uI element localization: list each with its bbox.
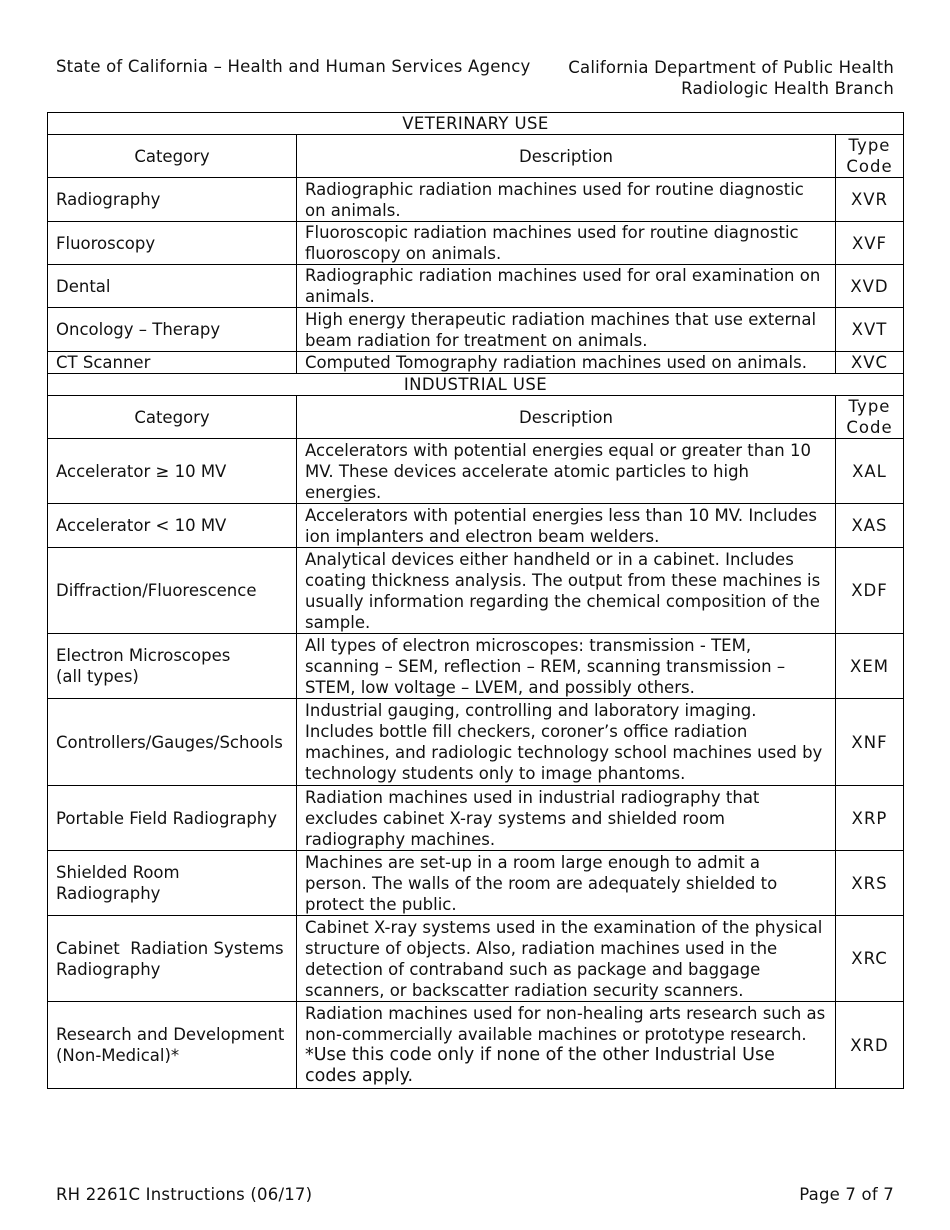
table-row bbox=[48, 634, 904, 699]
category-line: Radiography bbox=[56, 884, 161, 903]
type-code-cell: XNF bbox=[836, 699, 904, 786]
category-cell: Accelerator ≥ 10 MV bbox=[48, 439, 297, 504]
form-number: RH 2261C Instructions (06/17) bbox=[56, 1185, 313, 1204]
category-cell bbox=[48, 1002, 297, 1089]
description-cell: High energy therapeutic radiation machines that use external beam radiation for treatment on animals. bbox=[297, 308, 836, 352]
category-cell bbox=[48, 851, 297, 916]
description-cell: Computed Tomography radiation machines used on animals. bbox=[297, 352, 836, 374]
table-row bbox=[48, 916, 904, 1002]
type-code-cell: XAS bbox=[836, 504, 904, 548]
category-cell: Oncology – Therapy bbox=[48, 308, 297, 352]
section-row-veterinary bbox=[48, 113, 904, 135]
description-cell: All types of electron microscopes: transmission - TEM, scanning – SEM, reflection – REM, scanning transmission – STEM, low voltage – LVEM, and possibly others. bbox=[297, 634, 836, 699]
table-row bbox=[48, 786, 904, 851]
description-cell: Industrial gauging, controlling and laboratory imaging. Includes bottle fill checkers, coroner’s office radiation machines, and radiologic technology school machines used by technology students only to image phantoms. bbox=[297, 699, 836, 786]
description-cell: Accelerators with potential energies less than 10 MV. Includes ion implanters and electron beam welders. bbox=[297, 504, 836, 548]
code-label: Code bbox=[846, 418, 893, 437]
type-code-table bbox=[47, 112, 904, 1089]
type-code-cell: XVC bbox=[836, 352, 904, 374]
column-header-type-code bbox=[836, 396, 904, 439]
category-cell: Accelerator < 10 MV bbox=[48, 504, 297, 548]
category-line: Cabinet Radiation Systems bbox=[56, 938, 284, 958]
category-cell: Dental bbox=[48, 265, 297, 308]
category-cell: Fluoroscopy bbox=[48, 222, 297, 265]
category-cell: Radiography bbox=[48, 178, 297, 222]
code-label: Code bbox=[846, 157, 893, 176]
type-code-cell: XRP bbox=[836, 786, 904, 851]
description-cell: Radiation machines used in industrial radiography that excludes cabinet X-ray systems and shielded room radiography machines. bbox=[297, 786, 836, 851]
category-line: (Non-Medical)* bbox=[56, 1046, 180, 1065]
table-row bbox=[48, 352, 904, 374]
column-header-row bbox=[48, 396, 904, 439]
type-code-cell: XRS bbox=[836, 851, 904, 916]
category-line: Radiography bbox=[56, 959, 161, 979]
column-header-category: Category bbox=[48, 396, 297, 439]
description-cell bbox=[297, 1002, 836, 1089]
header-department-name: California Department of Public Health bbox=[568, 58, 894, 77]
usage-note: *Use this code only if none of the other Industrial Use codes apply. bbox=[305, 1045, 775, 1086]
category-cell bbox=[48, 916, 297, 1002]
section-row-industrial bbox=[48, 374, 904, 396]
category-line: Electron Microscopes bbox=[56, 646, 231, 665]
column-header-row bbox=[48, 135, 904, 178]
table-row bbox=[48, 504, 904, 548]
type-code-cell: XVR bbox=[836, 178, 904, 222]
column-header-type-code bbox=[836, 135, 904, 178]
table-row bbox=[48, 851, 904, 916]
type-code-cell: XRD bbox=[836, 1002, 904, 1089]
description-cell: Machines are set-up in a room large enough to admit a person. The walls of the room are adequately shielded to protect the public. bbox=[297, 851, 836, 916]
table-row bbox=[48, 699, 904, 786]
table-row bbox=[48, 178, 904, 222]
type-label: Type bbox=[848, 136, 891, 155]
type-code-cell: XEM bbox=[836, 634, 904, 699]
type-code-cell: XVF bbox=[836, 222, 904, 265]
section-title: VETERINARY USE bbox=[48, 113, 904, 135]
table-row bbox=[48, 439, 904, 504]
column-header-description: Description bbox=[297, 135, 836, 178]
description-cell: Fluoroscopic radiation machines used for routine diagnostic fluoroscopy on animals. bbox=[297, 222, 836, 265]
category-cell: Controllers/Gauges/Schools bbox=[48, 699, 297, 786]
column-header-category: Category bbox=[48, 135, 297, 178]
table-row bbox=[48, 222, 904, 265]
description-cell: Cabinet X-ray systems used in the examination of the physical structure of objects. Also, radiation machines used in the detection of contraband such as package and baggage scanners, or backscatter radiation security scanners. bbox=[297, 916, 836, 1002]
table-row bbox=[48, 1002, 904, 1089]
type-code-cell: XVT bbox=[836, 308, 904, 352]
type-code-cell: XVD bbox=[836, 265, 904, 308]
column-header-description: Description bbox=[297, 396, 836, 439]
description-cell: Accelerators with potential energies equal or greater than 10 MV. These devices accelerate atomic particles to high energies. bbox=[297, 439, 836, 504]
table-row bbox=[48, 548, 904, 634]
table-row bbox=[48, 265, 904, 308]
category-cell: Portable Field Radiography bbox=[48, 786, 297, 851]
category-line: (all types) bbox=[56, 667, 139, 686]
type-code-cell: XRC bbox=[836, 916, 904, 1002]
page-number: Page 7 of 7 bbox=[799, 1185, 894, 1204]
type-code-cell: XAL bbox=[836, 439, 904, 504]
category-line: Research and Development bbox=[56, 1025, 285, 1044]
description-cell: Radiographic radiation machines used for routine diagnostic on animals. bbox=[297, 178, 836, 222]
header-agency: State of California – Health and Human Services Agency bbox=[56, 57, 531, 76]
category-line: Shielded Room bbox=[56, 863, 180, 882]
description-text: Radiation machines used for non-healing arts research such as non-commercially available machines or prototype research. bbox=[305, 1004, 826, 1044]
header-branch-name: Radiologic Health Branch bbox=[681, 79, 894, 98]
header-department bbox=[568, 57, 894, 99]
section-title: INDUSTRIAL USE bbox=[48, 374, 904, 396]
category-cell bbox=[48, 634, 297, 699]
table-row bbox=[48, 308, 904, 352]
description-cell: Analytical devices either handheld or in a cabinet. Includes coating thickness analysis. The output from these machines is usually information regarding the chemical composition of the sample. bbox=[297, 548, 836, 634]
category-cell: CT Scanner bbox=[48, 352, 297, 374]
type-code-cell: XDF bbox=[836, 548, 904, 634]
description-cell: Radiographic radiation machines used for oral examination on animals. bbox=[297, 265, 836, 308]
category-cell: Diffraction/Fluorescence bbox=[48, 548, 297, 634]
type-label: Type bbox=[848, 397, 891, 416]
